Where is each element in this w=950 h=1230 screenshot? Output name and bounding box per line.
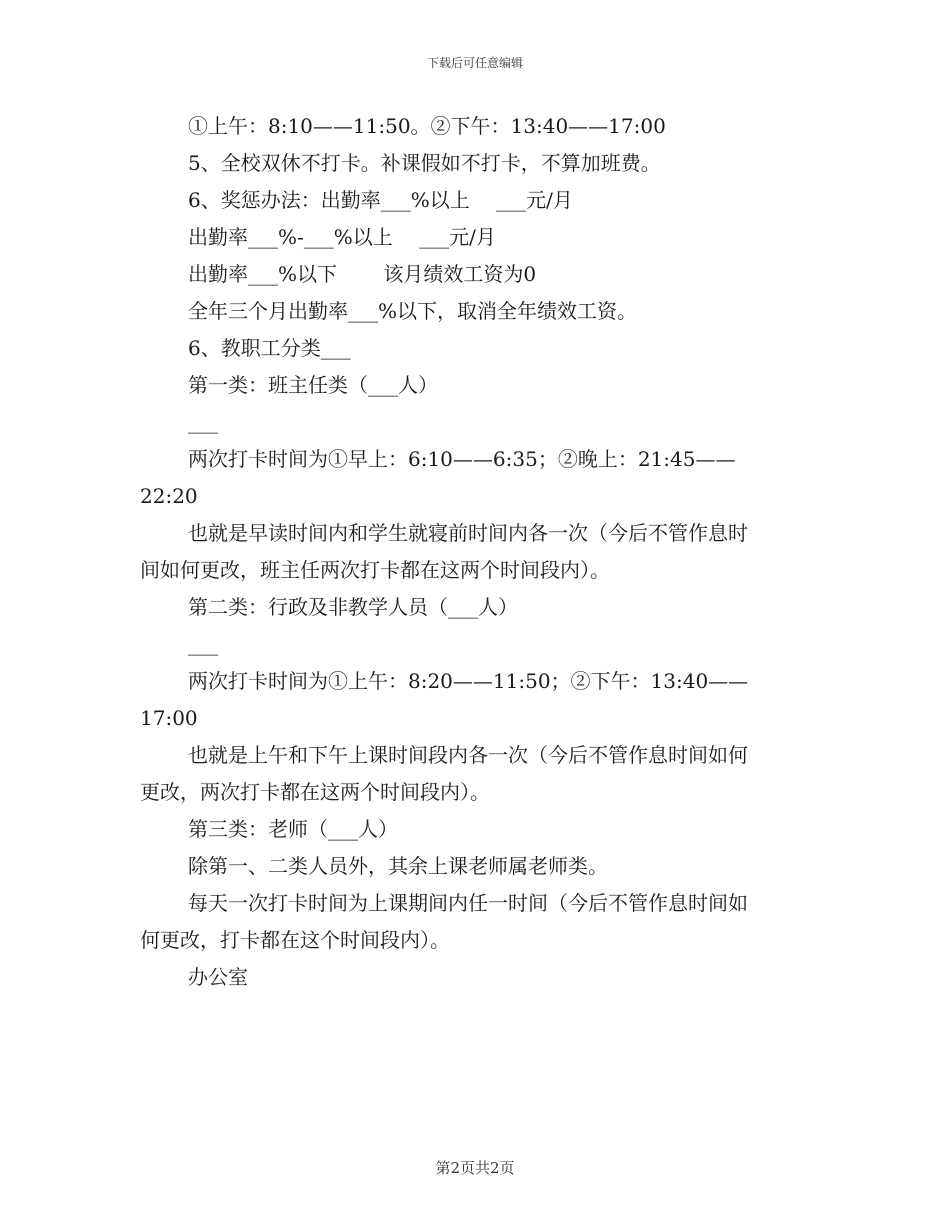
line-staff-categories: 6、教职工分类___ <box>188 336 351 360</box>
line-blank-2: ___ <box>188 632 218 656</box>
line-reward-3: 出勤率___%以下 该月绩效工资为0 <box>188 262 537 286</box>
line-category-3: 第三类：老师（___人） <box>188 817 398 841</box>
line-reward-2: 出勤率___%-___%以上 ___元/月 <box>188 225 496 249</box>
line-category-2-note: 也就是上午和下午上课时间段内各一次（今后不管作息时间如何 <box>188 743 748 767</box>
line-reward-4: 全年三个月出勤率___%以下，取消全年绩效工资。 <box>188 299 638 323</box>
page-footer: 第2页共2页 <box>435 1159 515 1177</box>
line-category-1-note-cont: 间如何更改，班主任两次打卡都在这两个时间段内）。 <box>140 558 610 582</box>
line-category-1-times-cont: 22:20 <box>140 484 198 508</box>
line-work-time: ①上午：8:10——11:50。②下午：13:40——17:00 <box>188 114 666 138</box>
line-category-1-note: 也就是早读时间内和学生就寝前时间内各一次（今后不管作息时 <box>188 521 748 545</box>
line-category-2-times-cont: 17:00 <box>140 706 198 730</box>
line-category-2-note-cont: 更改，两次打卡都在这两个时间段内）。 <box>140 780 490 804</box>
line-category-1: 第一类：班主任类（___人） <box>188 373 438 397</box>
line-category-3-note-cont: 何更改，打卡都在这个时间段内）。 <box>140 928 450 952</box>
line-reward-1: 6、奖惩办法：出勤率___%以上 ___元/月 <box>188 188 573 212</box>
line-blank-1: ___ <box>188 410 218 434</box>
line-category-3-note: 每天一次打卡时间为上课期间内任一时间（今后不管作息时间如 <box>188 891 748 915</box>
line-category-1-times: 两次打卡时间为①早上：6:10——6:35；②晚上：21:45—— <box>188 447 736 471</box>
document-body <box>140 108 800 996</box>
line-category-2-times: 两次打卡时间为①上午：8:20——11:50；②下午：13:40—— <box>188 669 749 693</box>
line-category-2: 第二类：行政及非教学人员（___人） <box>188 595 518 619</box>
line-weekend-rule: 5、全校双休不打卡。补课假如不打卡，不算加班费。 <box>188 151 661 175</box>
line-office-signature: 办公室 <box>188 965 248 989</box>
page-header: 下载后可任意编辑 <box>426 56 523 70</box>
line-category-3-desc: 除第一、二类人员外，其余上课老师属老师类。 <box>188 854 608 878</box>
